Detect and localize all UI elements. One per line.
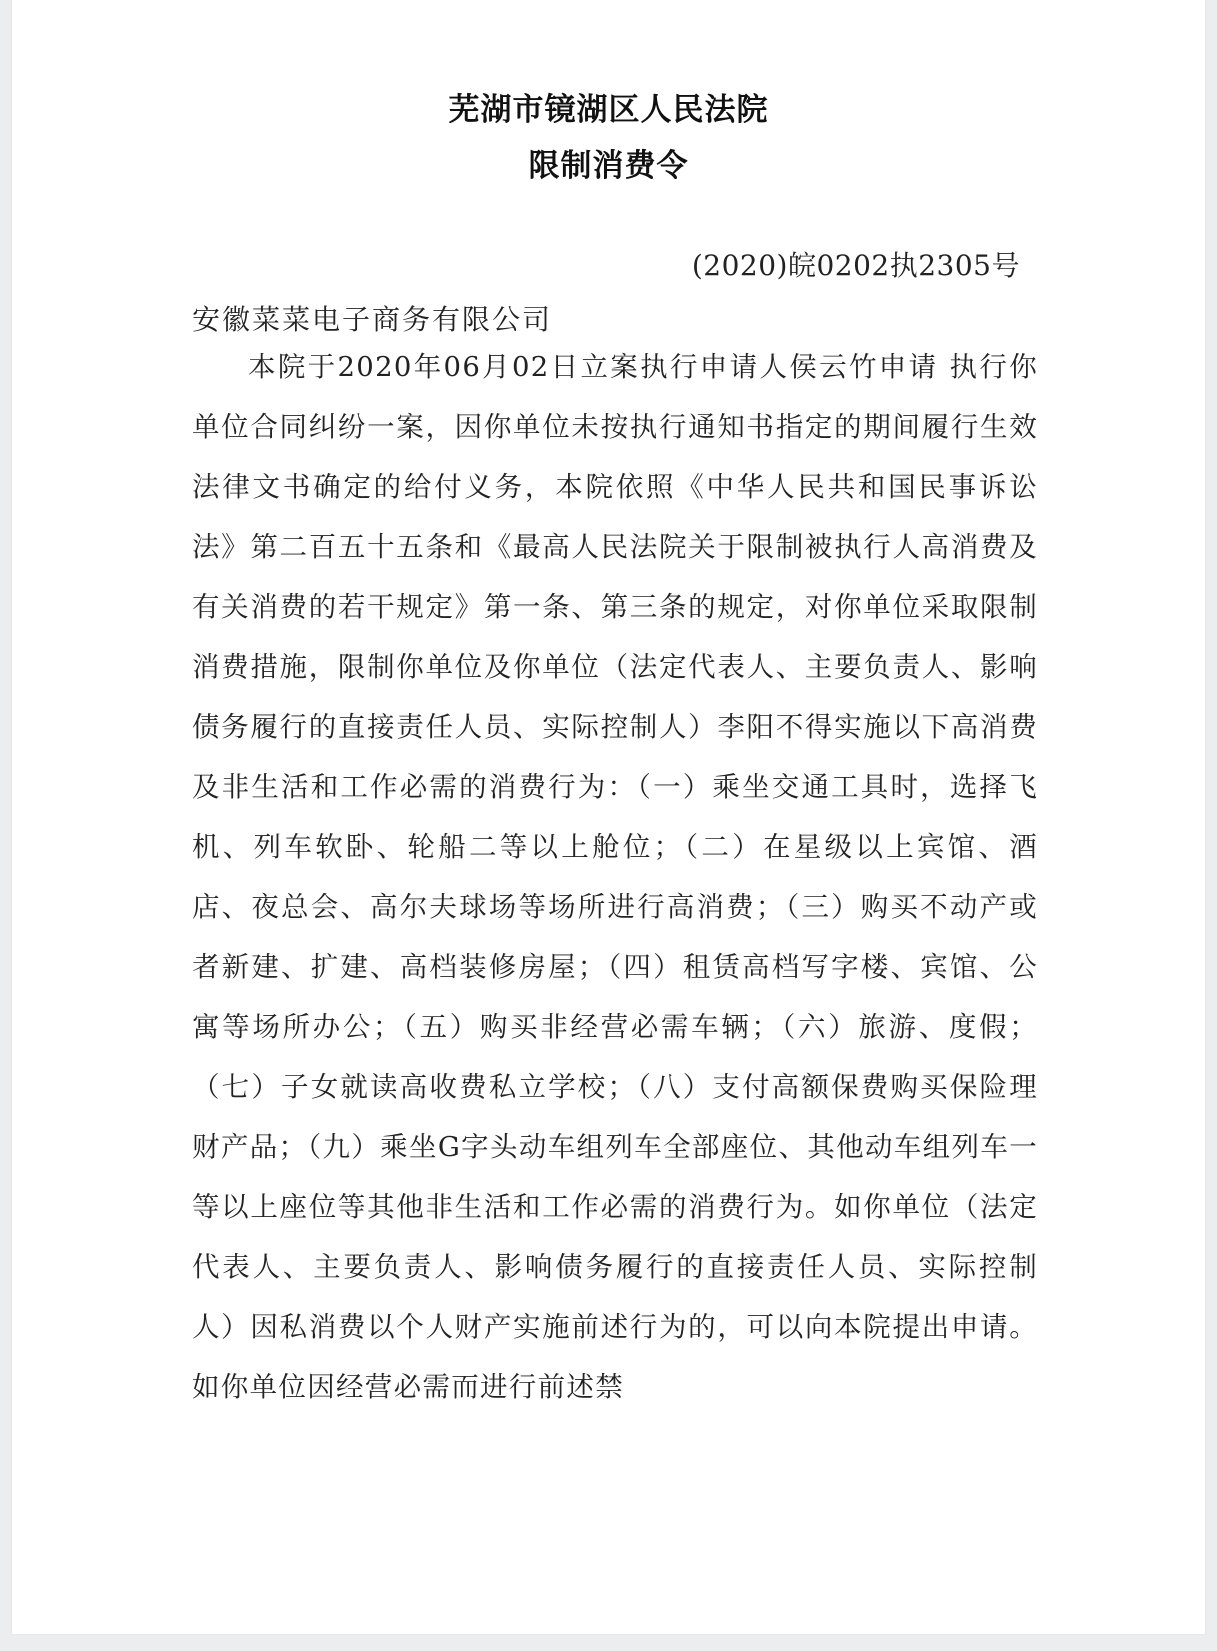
order-body-paragraph: 本院于2020年06月02日立案执行申请人侯云竹申请 执行你单位合同纠纷一案，因你单位未按执行通知书指定的期间履行生效法律文书确定的给付义务，本院依照《中华人民共和国民事诉讼法》第二百五十五条和《最高人民法院关于限制被执行人高消费及有关消费的若干规定》第一条、第三条的规定，对你单位采取限制消费措施，限制你单位及你单位（法定代表人、主要负责人、影响债务履行的直接责任人员、实际控制人）李阳不得实施以下高消费及非生活和工作必需的消费行为：（一）乘坐交通工具时，选择飞机、列车软卧、轮船二等以上舱位；（二）在星级以上宾馆、酒店、夜总会、高尔夫球场等场所进行高消费；（三）购买不动产或者新建、扩建、高档装修房屋；（四）租赁高档写字楼、宾馆、公寓等场所办公；（五）购买非经营必需车辆；（六）旅游、度假；（七）子女就读高收费私立学校；（八）支付高额保费购买保险理财产品；（九）乘坐G字头动车组列车全部座位、其他动车组列车一等以上座位等其他非生活和工作必需的消费行为。如你单位（法定代表人、主要负责人、影响债务履行的直接责任人员、实际控制人）因私消费以个人财产实施前述行为的，可以向本院提出申请。如你单位因经营必需而进行前述禁 [192, 351, 1038, 1403]
document-page [12, 0, 1205, 1634]
recipient-name: 安徽菜菜电子商务有限公司 [192, 303, 553, 336]
court-name: 芜湖市镜湖区人民法院 [448, 92, 769, 128]
case-number: (2020)皖0202执2305号 [691, 249, 1020, 282]
document-type-title: 限制消费令 [528, 148, 689, 184]
